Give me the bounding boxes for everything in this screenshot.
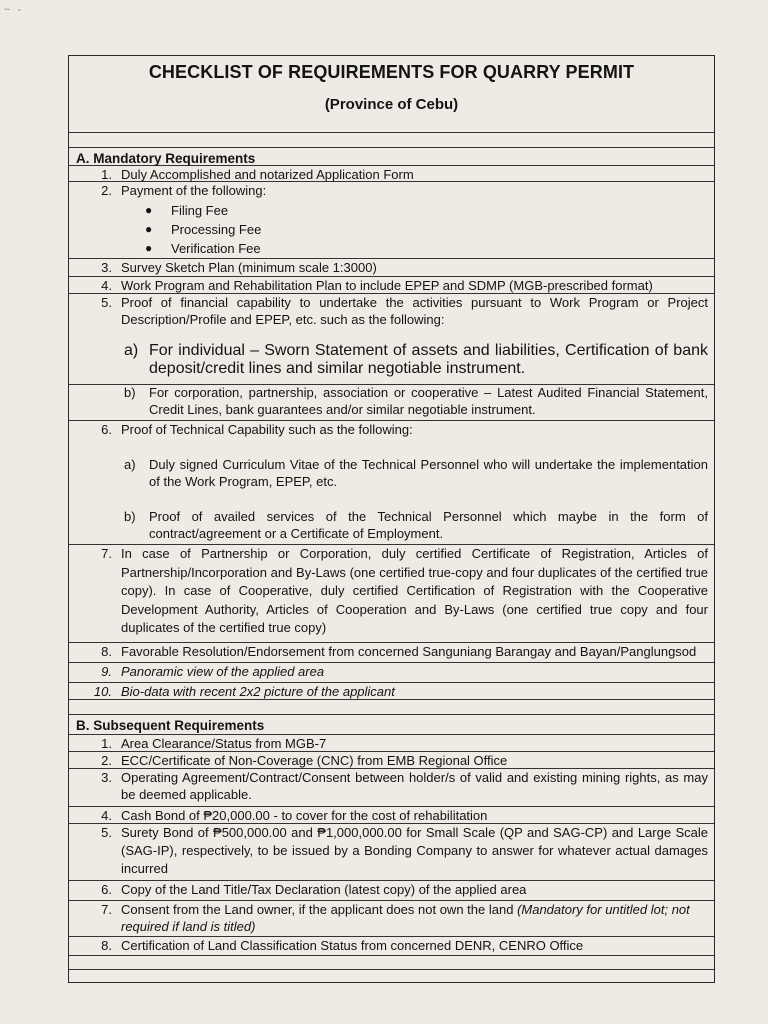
list-item (69, 901, 714, 937)
item-number: 5. (101, 295, 112, 310)
fee-list-item (145, 201, 708, 220)
item-text: Operating Agreement/Contract/Consent between holder/s of valid and existing mining rights, as may be deemed applicable. (121, 770, 708, 802)
list-item (69, 937, 714, 956)
list-item (69, 259, 714, 277)
item-number: 2. (101, 753, 112, 768)
fee-label: Filing Fee (171, 203, 229, 218)
list-item (69, 166, 714, 182)
fee-label: Processing Fee (171, 222, 262, 237)
item-number: 5. (101, 825, 112, 840)
item-text: Copy of the Land Title/Tax Declaration (latest copy) of the applied area (121, 882, 527, 897)
item-number: 9. (101, 664, 112, 679)
sub-item-text: Duly signed Curriculum Vitae of the Technical Personnel who will undertake the implementation of the Work Program, EPEP, etc. (149, 457, 708, 489)
margin-mark: ~ - (4, 4, 24, 16)
item-text: Panoramic view of the applied area (121, 664, 325, 679)
item-text: Cash Bond of ₱20,000.00 - to cover for the cost of rehabilitation (121, 808, 488, 823)
item-number: 2. (101, 183, 112, 198)
list-item (69, 807, 714, 824)
item-text: Area Clearance/Status from MGB-7 (121, 736, 327, 751)
item-number: 4. (101, 808, 112, 823)
sub-item-text: Proof of availed services of the Technical Personnel which maybe in the form of contract/agreement or a Certificate of Employment. (149, 509, 708, 541)
document-subtitle: (Province of Cebu) (324, 96, 459, 113)
spacer-row (69, 133, 714, 148)
checklist-document (68, 55, 715, 983)
list-item (69, 545, 714, 643)
document-title: CHECKLIST OF REQUIREMENTS FOR QUARRY PERMIT (148, 62, 635, 82)
item-text: Proof of Technical Capability such as the following: (121, 422, 413, 437)
sub-item-a (69, 342, 714, 384)
fee-list-item (145, 220, 708, 239)
bullet-icon: ● (145, 241, 153, 255)
list-item (69, 277, 714, 294)
spacer-row (69, 700, 714, 715)
item-text: Certification of Land Classification Status from concerned DENR, CENRO Office (121, 938, 584, 953)
fee-list-item (145, 239, 708, 258)
item-number: 10. (93, 684, 112, 699)
sub-item-text: For corporation, partnership, association or cooperative – Latest Audited Financial Statement, Credit Lines, bank guarantees and/or similar negotiable instrument. (149, 385, 708, 417)
bullet-icon: ● (145, 222, 153, 236)
item-text: Favorable Resolution/Endorsement from concerned Sanguniang Barangay and Bayan/Panglungsod (121, 644, 697, 659)
item-number: 6. (101, 882, 112, 897)
item-number: 7. (101, 902, 112, 917)
list-item (69, 881, 714, 901)
item-text: Duly Accomplished and notarized Application Form (121, 167, 414, 182)
list-item (69, 752, 714, 769)
sub-item-letter: a) (124, 342, 139, 359)
list-item (69, 182, 714, 259)
item-number: 6. (101, 422, 112, 437)
section-b-heading: B. Subsequent Requirements (69, 715, 714, 735)
sub-item-b (69, 384, 714, 421)
item-number: 3. (101, 260, 112, 275)
item-number: 7. (101, 546, 112, 561)
list-item (69, 824, 714, 881)
fee-label: Verification Fee (171, 241, 261, 256)
item-number: 4. (101, 278, 112, 293)
list-item (69, 663, 714, 683)
list-item (69, 421, 714, 545)
sub-item-letter: b) (124, 385, 136, 400)
item-text: Survey Sketch Plan (minimum scale 1:3000) (121, 260, 377, 275)
item-note: (Mandatory for untitled lot; not required if land is titled) (121, 902, 690, 934)
spacer-row (69, 956, 714, 970)
item-text: Work Program and Rehabilitation Plan to include EPEP and SDMP (MGB-prescribed format) (121, 278, 653, 293)
item-text: Bio-data with recent 2x2 picture of the applicant (121, 684, 395, 699)
list-item (69, 683, 714, 700)
item-number: 1. (101, 736, 112, 751)
item-text: In case of Partnership or Corporation, duly certified Certificate of Registration, Articles of Partnership/Incorporation and By-Laws (one certified true-copy and four duplicates of the certified true copy). In case of Cooperative, duly certified Certification of Registration with the Cooperative Development Authority, Articles of Cooperation and By-Laws (one certified true copy and four duplicates of the certified true copy) (121, 546, 708, 635)
item-text: Proof of financial capability to undertake the activities pursuant to Work Program or Project Description/Profile and EPEP, etc. such as the following: (121, 295, 708, 327)
sub-item-letter: b) (124, 509, 136, 524)
list-item (69, 643, 714, 663)
sub-item-letter: a) (124, 457, 136, 472)
list-item (69, 735, 714, 752)
item-text: Consent from the Land owner, if the applicant does not own the land (121, 902, 514, 917)
sub-item-text: For individual – Sworn Statement of assets and liabilities, Certification of bank deposit/credit lines and similar negotiable instrument. (149, 342, 708, 377)
section-a-heading: A. Mandatory Requirements (69, 148, 714, 166)
fee-list (121, 201, 708, 258)
item-number: 8. (101, 644, 112, 659)
item-number: 1. (101, 167, 112, 182)
document-header (69, 56, 714, 133)
list-item (69, 769, 714, 807)
item-number: 8. (101, 938, 112, 953)
bullet-icon: ● (145, 203, 153, 217)
item-text: ECC/Certificate of Non-Coverage (CNC) from EMB Regional Office (121, 753, 508, 768)
item-text: Surety Bond of ₱500,000.00 and ₱1,000,000.00 for Small Scale (QP and SAG-CP) and Large Scale (SAG-IP), respectively, to be issued by a Bonding Company to answer for whatever actual damages incurred (121, 825, 708, 876)
item-text: Payment of the following: (121, 183, 267, 198)
item-number: 3. (101, 770, 112, 785)
